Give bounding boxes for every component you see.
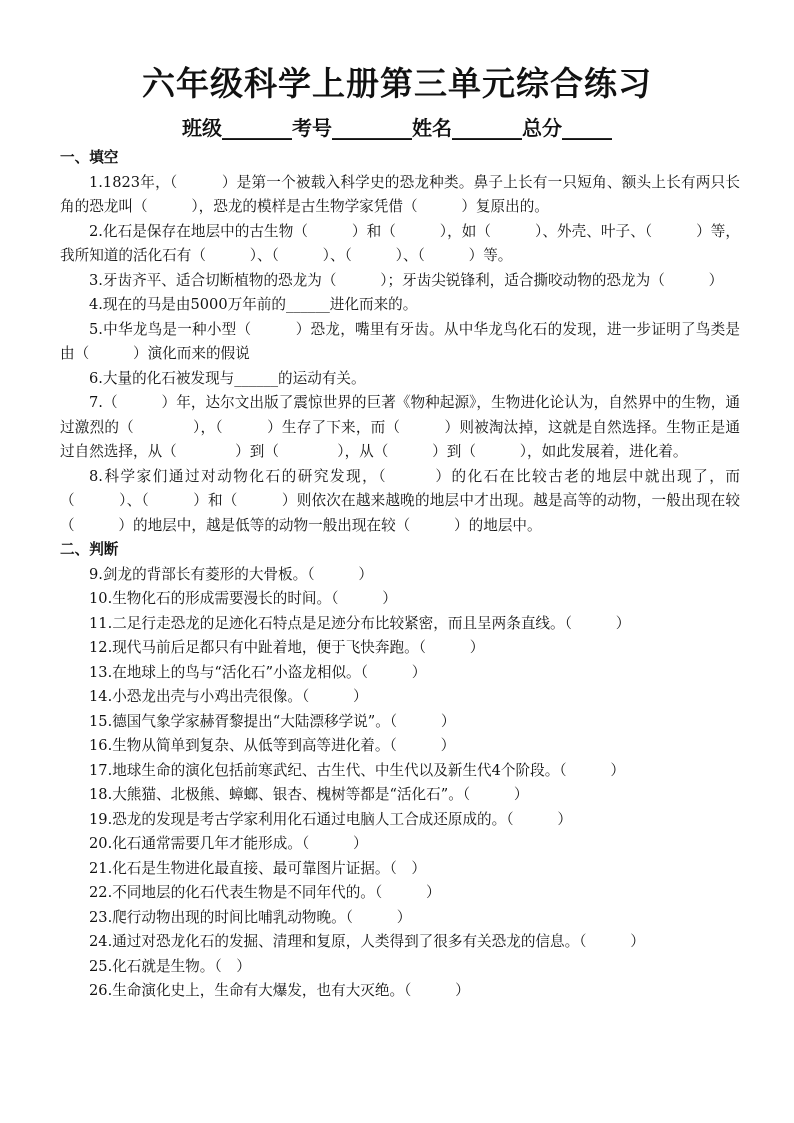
question-24: 24.通过对恐龙化石的发掘、清理和复原，人类得到了很多有关恐龙的信息。（ ） — [89, 933, 645, 950]
question-26: 26.生命演化史上，生命有大爆发，也有大灭绝。（ ） — [89, 982, 470, 999]
question-13: 13.在地球上的鸟与“活化石”小盗龙相似。（ ） — [89, 663, 427, 681]
question-4: 4.现在的马是由5000万年前的______进化而来的。 — [89, 296, 418, 313]
question-17: 17.地球生命的演化包括前寒武纪、古生代、中生代以及新生代4个阶段。（ ） — [89, 761, 625, 779]
question-22: 22.不同地层的化石代表生物是不同年代的。（ ） — [89, 884, 441, 901]
question-10: 10.生物化石的形成需要漫长的时间。（ ） — [89, 590, 397, 607]
section-heading-true-false: 二、判断 — [60, 541, 119, 558]
question-6: 6.大量的化石被发现与______的运动有关。 — [89, 369, 366, 387]
worksheet-title: 六年级科学上册第三单元综合练习 — [142, 64, 652, 103]
question-3: 3.牙齿齐平、适合切断植物的恐龙为（ ）；牙齿尖锐锋利，适合撕咬动物的恐龙为（ ） — [89, 271, 724, 289]
worksheet-content — [60, 146, 740, 1004]
question-11: 11.二足行走恐龙的足迹化石特点是足迹分布比较紧密，而且呈两条直线。（ ） — [89, 614, 631, 632]
section-heading-fill-in: 一、填空 — [60, 149, 119, 166]
question-14: 14.小恐龙出壳与小鸡出壳很像。（ ） — [89, 688, 368, 705]
question-16: 16.生物从简单到复杂、从低等到高等进化着。（ ） — [89, 737, 456, 754]
question-8: 8.科学家们通过对动物化石的研究发现，（ ）的化石在比较古老的地层中就出现了，而（ ）、（ ）和（ ）则依次在越来越晚的地层中才出现。越是高等的动物，一般出现在较（ ）的地层中，越是低等的动物一般出现在较（ ）的地层中。 — [60, 467, 740, 534]
question-2: 2.化石是保存在地层中的古生物（ ）和（ ），如（ ）、外壳、叶子、（ ）等，我所知道的活化石有（ ）、（ ）、（ ）、（ ）等。 — [60, 222, 740, 264]
question-18: 18.大熊猫、北极熊、蟑螂、银杏、槐树等都是“活化石”。（ ） — [89, 786, 529, 803]
student-info-line: 班级_______考号________姓名_______总分_____ — [182, 116, 612, 140]
question-21: 21.化石是生物进化最直接、最可靠图片证据。（ ） — [89, 859, 426, 877]
question-19: 19.恐龙的发现是考古学家利用化石通过电脑人工合成还原成的。（ ） — [89, 810, 572, 828]
question-20: 20.化石通常需要几年才能形成。（ ） — [89, 835, 368, 852]
question-25: 25.化石就是生物。（ ） — [89, 957, 251, 975]
question-1: 1.1823年，（ ）是第一个被载入科学史的恐龙种类。鼻子上长有一只短角、额头上长有两只长角的恐龙叫（ ），恐龙的模样是古生物学家凭借（ ）复原出的。 — [60, 173, 740, 215]
question-15: 15.德国气象学家赫胥黎提出“大陆漂移学说”。（ ） — [89, 712, 456, 730]
question-23: 23.爬行动物出现的时间比哺乳动物晚。（ ） — [89, 908, 412, 926]
question-9: 9.剑龙的背部长有菱形的大骨板。（ ） — [89, 565, 373, 583]
question-12: 12.现代马前后足都只有中趾着地，便于飞快奔跑。（ ） — [89, 639, 485, 656]
question-5: 5.中华龙鸟是一种小型（ ）恐龙，嘴里有牙齿。从中华龙鸟化石的发现，进一步证明了鸟类是由（ ）演化而来的假说 — [60, 320, 740, 362]
question-7: 7.（ ）年，达尔文出版了震惊世界的巨著《物种起源》，生物进化论认为，自然界中的生物，通过激烈的（ ），（ ）生存了下来，而（ ）则被淘汰掉，这就是自然选择。生物正是通过自然选择，从（ ）到（ ），从（ ）到（ ），如此发展着，进化着。 — [60, 394, 740, 460]
